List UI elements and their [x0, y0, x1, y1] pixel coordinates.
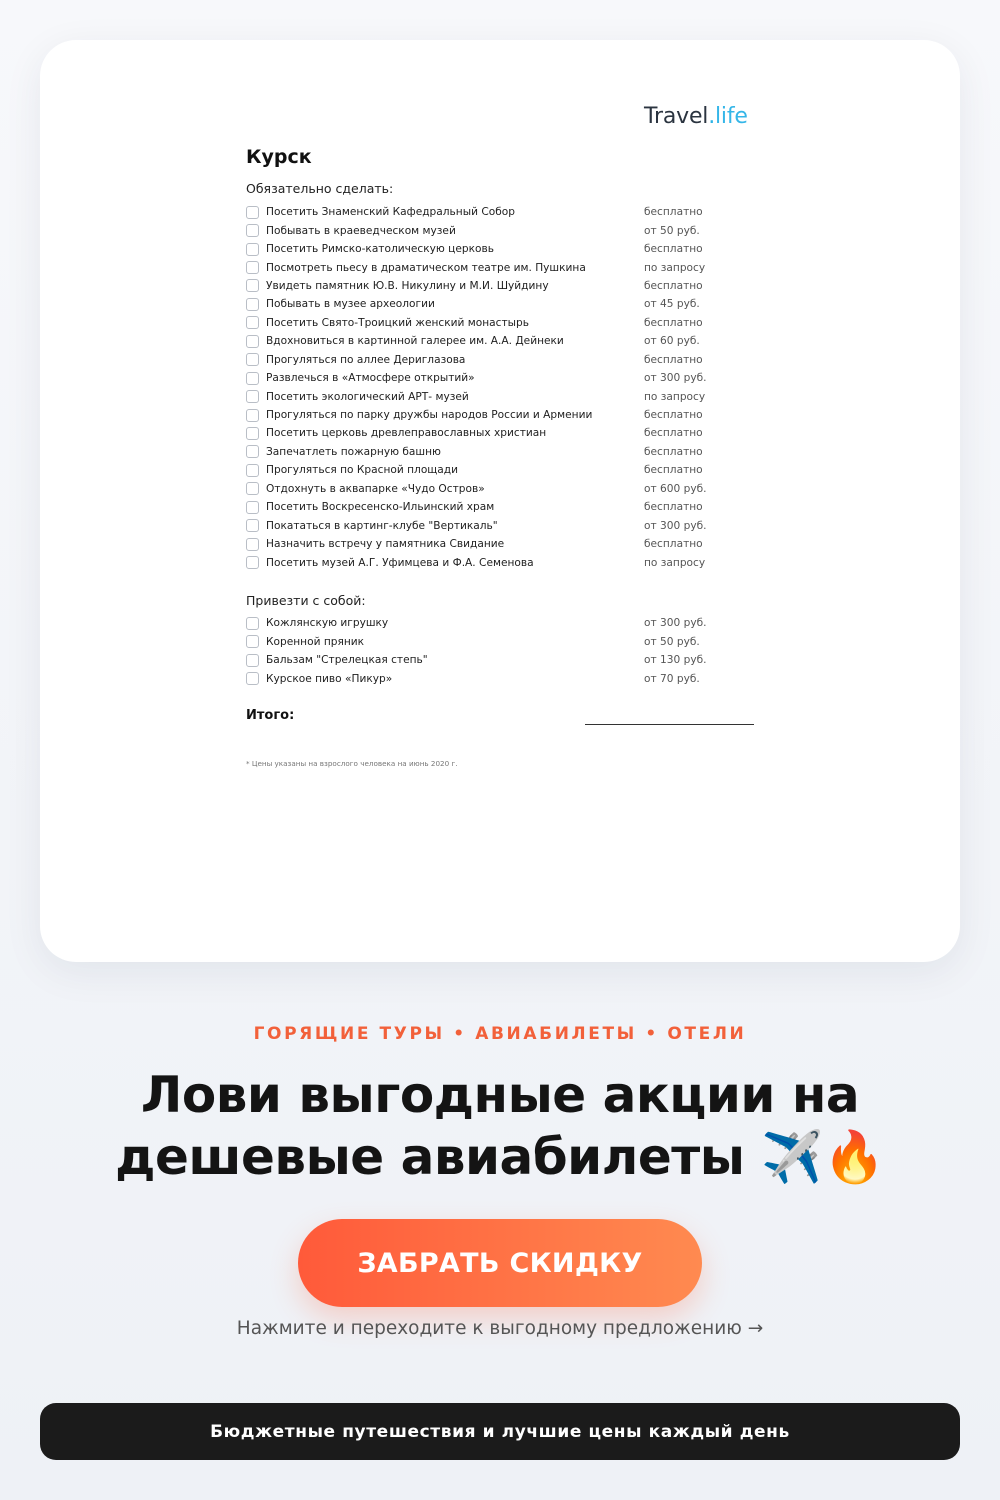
checklist-item [246, 221, 756, 239]
checklist-item [246, 535, 756, 553]
checklist-item-text: Посетить Римско-католическую церковь [266, 243, 494, 256]
checklist-item-price: от 130 руб. [644, 654, 707, 667]
checkbox[interactable] [246, 635, 259, 648]
get-discount-button[interactable]: ЗАБРАТЬ СКИДКУ [298, 1219, 702, 1307]
checklist-item-text: Прогуляться по аллее Дериглазова [266, 353, 466, 366]
checkbox[interactable] [246, 409, 259, 422]
checkbox[interactable] [246, 279, 259, 292]
checklist-item-text: Курское пиво «Пикур» [266, 672, 393, 685]
checkbox[interactable] [246, 482, 259, 495]
checklist-item [246, 406, 756, 424]
checkbox[interactable] [246, 427, 259, 440]
checklist-item [246, 443, 756, 461]
checkbox[interactable] [246, 390, 259, 403]
must-do-title: Обязательно сделать: [246, 181, 394, 196]
checklist-item-text: Посетить Знаменский Кафедральный Собор [266, 206, 515, 219]
checklist-item-price: от 45 руб. [644, 298, 700, 311]
city-title: Курск [246, 146, 312, 168]
checkbox[interactable] [246, 519, 259, 532]
checklist-item-text: Посетить экологический АРТ- музей [266, 390, 469, 403]
checklist-item [246, 351, 756, 369]
checklist-item-text: Побывать в музее археологии [266, 298, 435, 311]
checklist-item-text: Покататься в картинг-клубе "Вертикаль" [266, 519, 498, 532]
checklist-item-price: от 50 руб. [644, 224, 700, 237]
total-underline [585, 724, 754, 725]
checkbox[interactable] [246, 617, 259, 630]
checklist-item-text: Посетить церковь древлеправославных христиан [266, 427, 547, 440]
bring-back-list [246, 614, 756, 688]
checklist-item-price: от 50 руб. [644, 635, 700, 648]
checklist-item-price: от 300 руб. [644, 372, 707, 385]
checklist-card [40, 40, 960, 962]
checklist-item [246, 332, 756, 350]
checklist-item-text: Запечатлеть пожарную башню [266, 445, 441, 458]
checklist-item [246, 203, 756, 221]
headline-line-2: дешевые авиабилеты ✈️🔥 [115, 1128, 885, 1186]
checklist-item [246, 553, 756, 571]
checklist-item [246, 314, 756, 332]
checkbox[interactable] [246, 206, 259, 219]
checklist-item [246, 614, 756, 632]
checklist-item-price: бесплатно [644, 409, 703, 422]
checklist-item-text: Назначить встречу у памятника Свидание [266, 538, 505, 551]
checklist-item-price: бесплатно [644, 464, 703, 477]
checklist-item-text: Посмотреть пьесу в драматическом театре им. Пушкина [266, 261, 586, 274]
total-label: Итого: [246, 708, 295, 723]
checkbox[interactable] [246, 298, 259, 311]
checklist-item-price: бесплатно [644, 279, 703, 292]
checkbox[interactable] [246, 243, 259, 256]
banner-text: Бюджетные путешествия и лучшие цены каждый день [210, 1421, 790, 1442]
checklist-item-text: Посетить Воскресенско-Ильинский храм [266, 501, 495, 514]
checkbox[interactable] [246, 353, 259, 366]
checklist-item [246, 669, 756, 687]
checklist-item-price: от 60 руб. [644, 335, 700, 348]
checklist-item-price: от 300 руб. [644, 519, 707, 532]
checklist-item [246, 424, 756, 442]
checklist-item [246, 369, 756, 387]
promo-tags: ГОРЯЩИЕ ТУРЫ • АВИАБИЛЕТЫ • ОТЕЛИ [253, 1024, 747, 1044]
cta-hint-link[interactable]: Нажмите и переходите к выгодному предложению → [236, 1318, 764, 1339]
checklist-item-price: по запросу [644, 261, 706, 274]
checklist-item-text: Вдохновиться в картинной галерее им. А.А. Дейнеки [266, 335, 564, 348]
checkbox[interactable] [246, 672, 259, 685]
checklist-item-text: Коренной пряник [266, 635, 365, 648]
headline-line-1: Лови выгодные акции на [140, 1066, 860, 1124]
checklist-item [246, 295, 756, 313]
checklist-item-price: бесплатно [644, 316, 703, 329]
checklist-item [246, 387, 756, 405]
travel-life-logo: Travel.life [644, 104, 748, 129]
checklist-item-price: по запросу [644, 556, 706, 569]
checklist-item-text: Отдохнуть в аквапарке «Чудо Остров» [266, 482, 485, 495]
checklist-item-price: бесплатно [644, 445, 703, 458]
checklist-item-text: Посетить Свято-Троицкий женский монастырь [266, 316, 529, 329]
checklist-item-text: Бальзам "Стрелецкая степь" [266, 654, 428, 667]
checklist-item-text: Побывать в краеведческом музей [266, 224, 456, 237]
checklist-item [246, 480, 756, 498]
price-footnote: * Цены указаны на взрослого человека на июнь 2020 г. [246, 759, 458, 768]
checklist-item-price: бесплатно [644, 427, 703, 440]
checkbox[interactable] [246, 464, 259, 477]
checkbox[interactable] [246, 335, 259, 348]
checkbox[interactable] [246, 538, 259, 551]
checklist-item [246, 651, 756, 669]
checklist-item-price: от 600 руб. [644, 482, 707, 495]
checklist-item-price: по запросу [644, 390, 706, 403]
checklist-item-text: Увидеть памятник Ю.В. Никулину и М.И. Шуйдину [266, 279, 549, 292]
checklist-item [246, 277, 756, 295]
checklist-item-text: Развлечься в «Атмосфере открытий» [266, 372, 475, 385]
checkbox[interactable] [246, 501, 259, 514]
checklist-item-price: бесплатно [644, 206, 703, 219]
checklist-item-text: Посетить музей А.Г. Уфимцева и Ф.А. Семенова [266, 556, 534, 569]
must-do-list [246, 203, 756, 572]
checkbox[interactable] [246, 556, 259, 569]
checklist-item-price: бесплатно [644, 538, 703, 551]
bring-back-title: Привезти с собой: [246, 593, 366, 608]
checklist-item-price: от 300 руб. [644, 617, 707, 630]
checklist-item [246, 258, 756, 276]
checklist-item-text: Прогуляться по Красной площади [266, 464, 458, 477]
bottom-banner [40, 1403, 960, 1460]
checklist-item [246, 498, 756, 516]
checkbox[interactable] [246, 654, 259, 667]
checklist-item-price: бесплатно [644, 501, 703, 514]
checkbox[interactable] [246, 316, 259, 329]
promo-headline [0, 1064, 1000, 1188]
checklist-item [246, 461, 756, 479]
checkbox[interactable] [246, 224, 259, 237]
checklist-item [246, 632, 756, 650]
checkbox[interactable] [246, 372, 259, 385]
checklist-item [246, 516, 756, 534]
checklist-item-text: Кожлянскую игрушку [266, 617, 389, 630]
checkbox[interactable] [246, 445, 259, 458]
checklist-item-price: от 70 руб. [644, 672, 700, 685]
checklist-item-text: Прогуляться по парку дружбы народов России и Армении [266, 409, 593, 422]
checklist-item [246, 240, 756, 258]
checkbox[interactable] [246, 261, 259, 274]
checklist-item-price: бесплатно [644, 353, 703, 366]
checklist-item-price: бесплатно [644, 243, 703, 256]
